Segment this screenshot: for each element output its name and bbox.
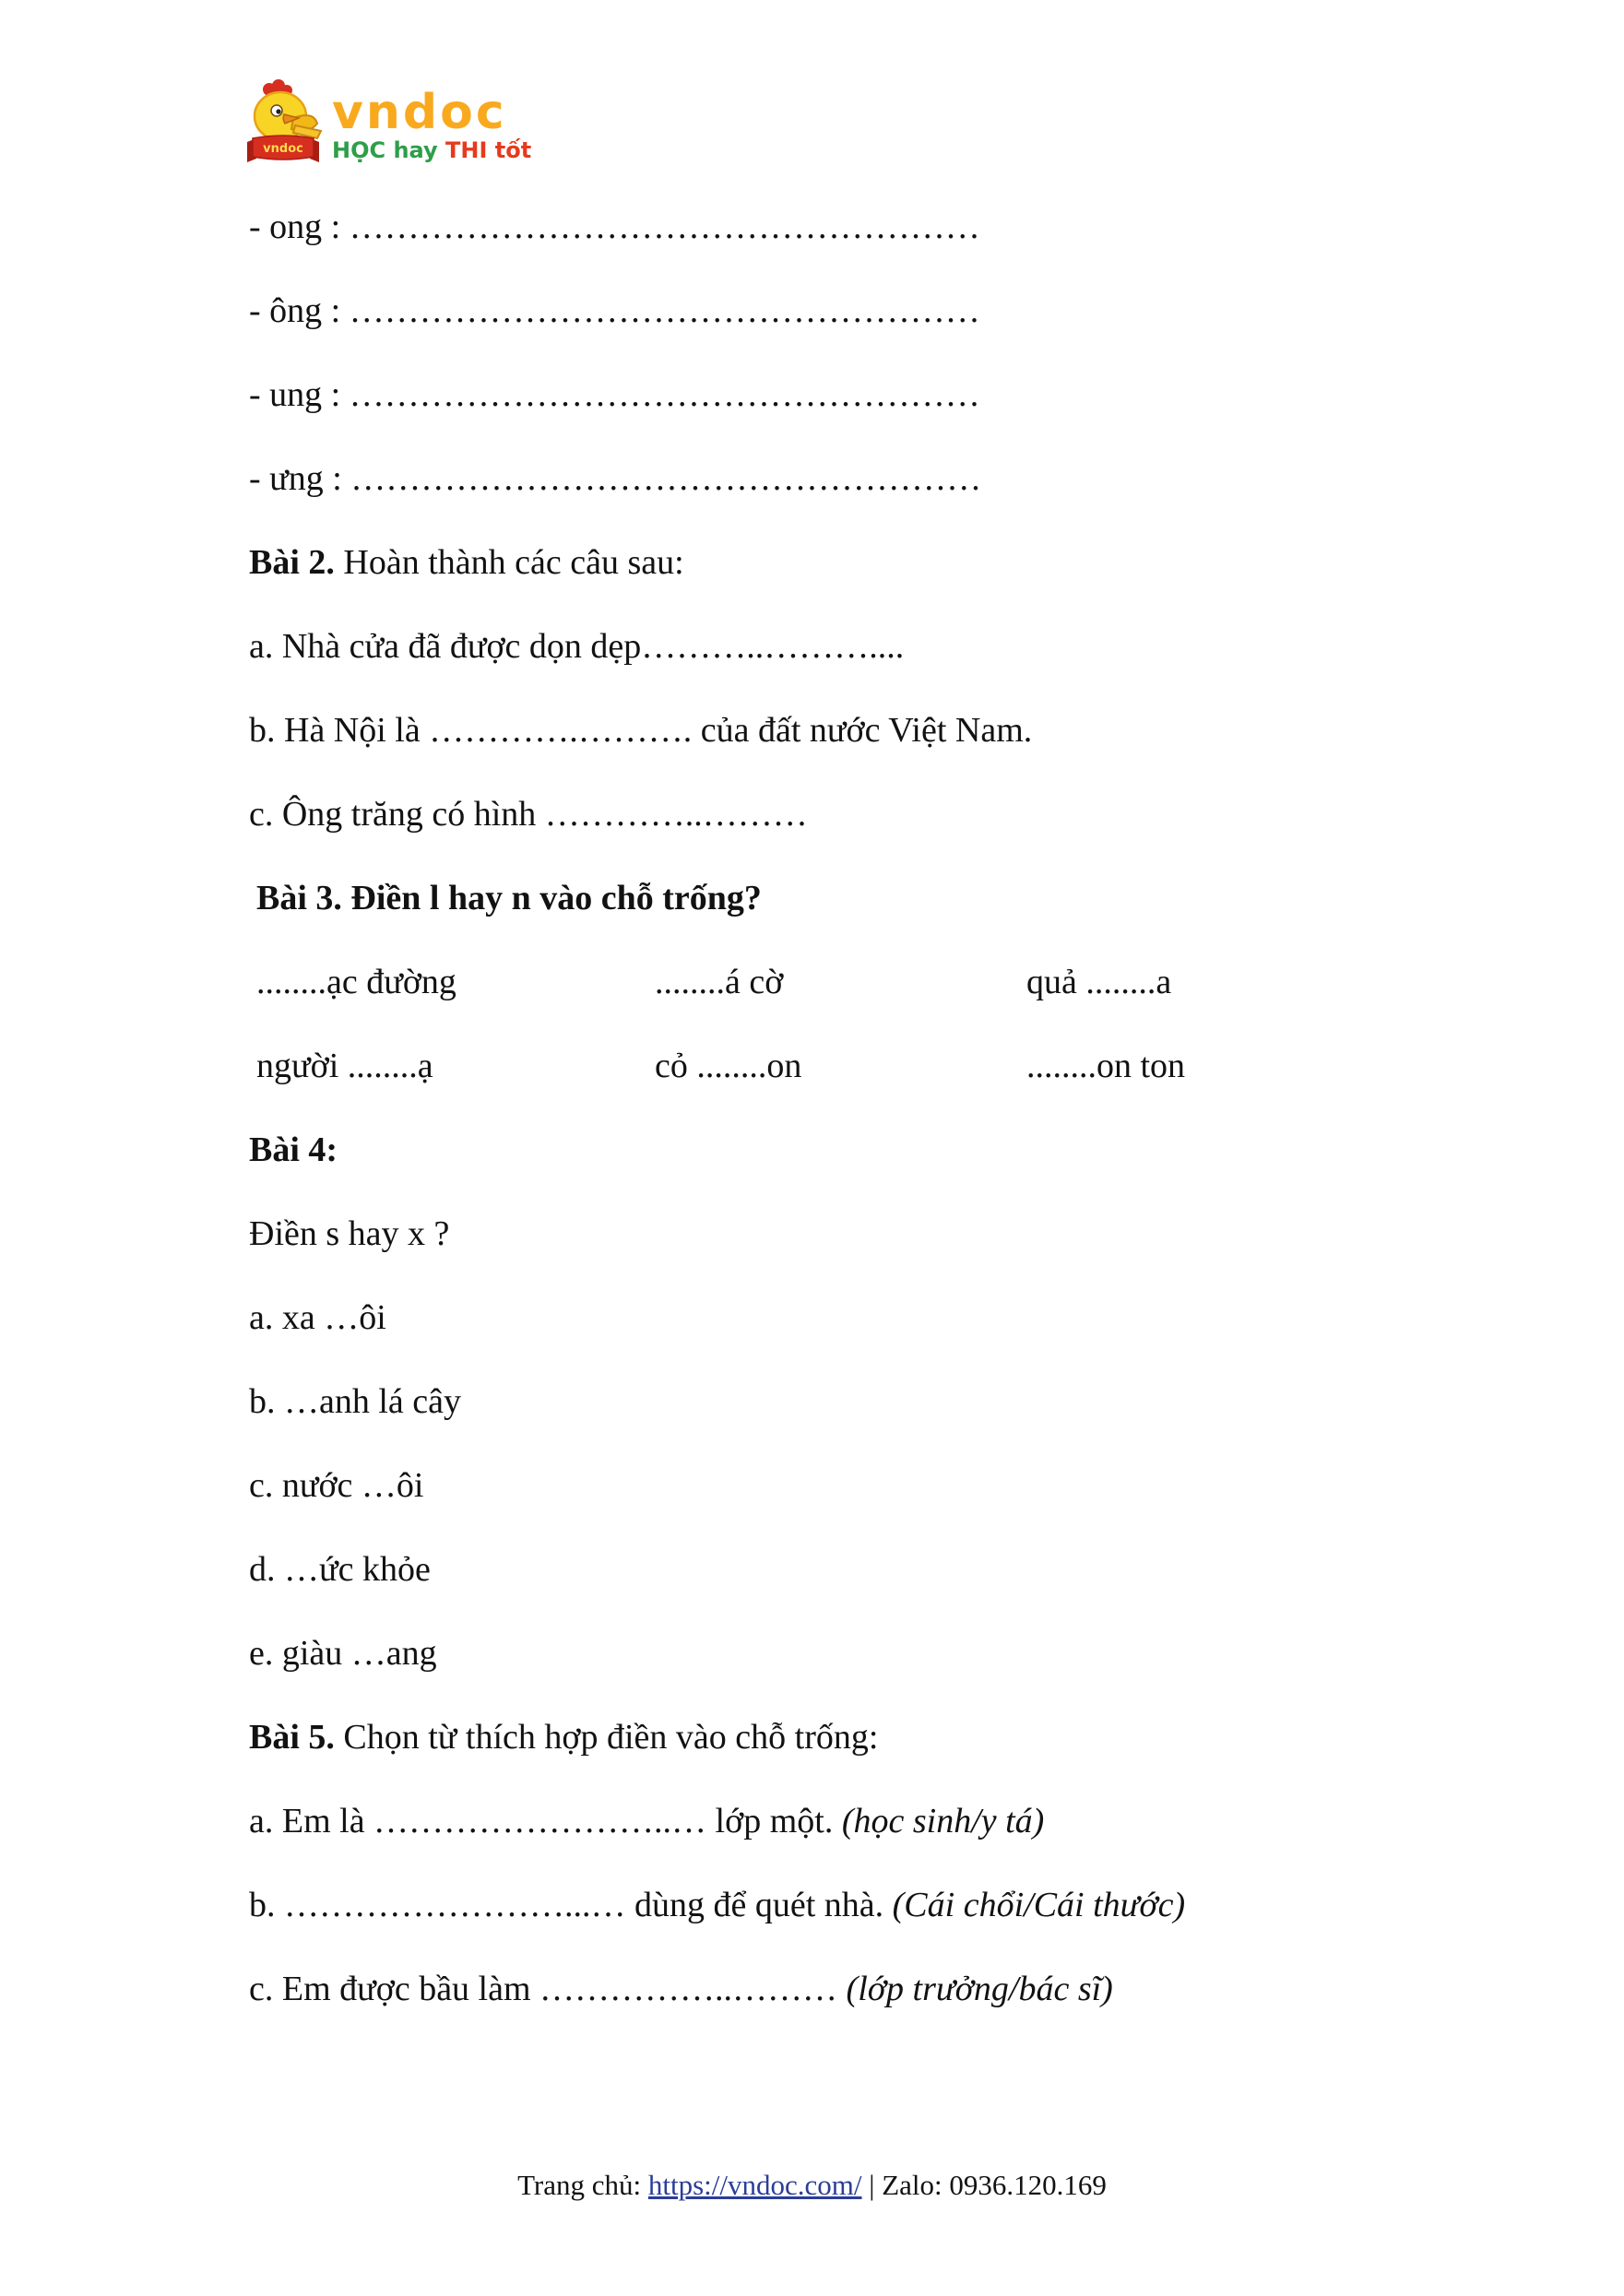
fill-line-ung2: - ưng : ……………………………………………… bbox=[249, 458, 982, 498]
logo-tagline bbox=[332, 136, 531, 164]
bai5-item-c-text: c. Em được bầu làm ……………..……… bbox=[249, 1969, 847, 2008]
bai5-item-b-options: (Cái chổi/Cái thước) bbox=[892, 1885, 1186, 1924]
bai2-heading-text: Hoàn thành các câu sau: bbox=[334, 542, 684, 582]
logo-wordmark: vndoc bbox=[332, 85, 507, 140]
tagline-green: HỌC hay bbox=[332, 137, 438, 163]
bai3-cell: quả ........a bbox=[1026, 962, 1172, 1001]
bai4-item-b: b. …anh lá cây bbox=[249, 1381, 462, 1421]
bai4-item-d: d. …ức khỏe bbox=[249, 1549, 431, 1589]
bai4-item-c: c. nước …ôi bbox=[249, 1465, 424, 1505]
bai3-heading: Bài 3. Điền l hay n vào chỗ trống? bbox=[256, 878, 762, 917]
bai4-subtitle: Điền s hay x ? bbox=[249, 1213, 450, 1253]
bai5-heading-number: Bài 5. bbox=[249, 1717, 335, 1757]
bai2-item-b: b. Hà Nội là ………….………. của đất nước Việt Nam. bbox=[249, 710, 1033, 750]
bai4-item-a: a. xa …ôi bbox=[249, 1297, 386, 1337]
logo-banner-text: vndoc bbox=[263, 142, 303, 156]
bai5-heading-text: Chọn từ thích hợp điền vào chỗ trống: bbox=[334, 1717, 879, 1757]
bai5-item-c bbox=[249, 1947, 1420, 2030]
bai3-cell: người ........ạ bbox=[256, 1046, 433, 1085]
chicken-mascot-icon bbox=[243, 77, 323, 166]
bai5-item-a-text: a. Em là ……………………..… lớp một. bbox=[249, 1801, 842, 1840]
bai2-heading bbox=[249, 520, 1420, 604]
bai3-cell: cỏ ........on bbox=[655, 1046, 802, 1085]
fill-line-ong: - ong : ……………………………………………… bbox=[249, 207, 980, 246]
bai2-item-c: c. Ông trăng có hình …………..……… bbox=[249, 794, 808, 834]
bai2-heading-number: Bài 2. bbox=[249, 542, 335, 582]
page-footer bbox=[0, 2169, 1624, 2202]
bai5-item-b bbox=[249, 1863, 1420, 1947]
bai3-row-1 bbox=[249, 940, 1420, 1024]
bai3-row-2 bbox=[249, 1024, 1420, 1107]
bai4-item-e: e. giàu …ang bbox=[249, 1633, 437, 1673]
fill-line-ung: - ung : ……………………………………………… bbox=[249, 374, 980, 414]
footer-suffix: | Zalo: 0936.120.169 bbox=[861, 2169, 1107, 2201]
logo-text bbox=[332, 77, 531, 164]
bai5-item-a bbox=[249, 1779, 1420, 1863]
bai5-item-b-text: b. ……………………...… dùng để quét nhà. bbox=[249, 1885, 893, 1924]
bai4-heading: Bài 4: bbox=[249, 1130, 338, 1169]
vndoc-home-link[interactable]: https://vndoc.com/ bbox=[647, 2169, 862, 2201]
vndoc-logo bbox=[243, 77, 531, 166]
bai2-item-a: a. Nhà cửa đã được dọn dẹp………..……….... bbox=[249, 626, 905, 666]
worksheet-content bbox=[249, 184, 1420, 2030]
tagline-red: THI tốt bbox=[445, 137, 532, 163]
bai3-cell: ........on ton bbox=[1026, 1046, 1186, 1085]
bai5-heading bbox=[249, 1695, 1420, 1779]
bai5-item-a-options: (học sinh/y tá) bbox=[841, 1801, 1045, 1840]
bai3-cell: ........ạc đường bbox=[256, 962, 456, 1001]
fill-line-ong2: - ông : ……………………………………………… bbox=[249, 290, 980, 330]
bai5-item-c-options: (lớp trưởng/bác sĩ) bbox=[846, 1969, 1113, 2008]
footer-prefix: Trang chủ: bbox=[517, 2169, 648, 2201]
bai3-cell: ........á cờ bbox=[655, 962, 784, 1001]
